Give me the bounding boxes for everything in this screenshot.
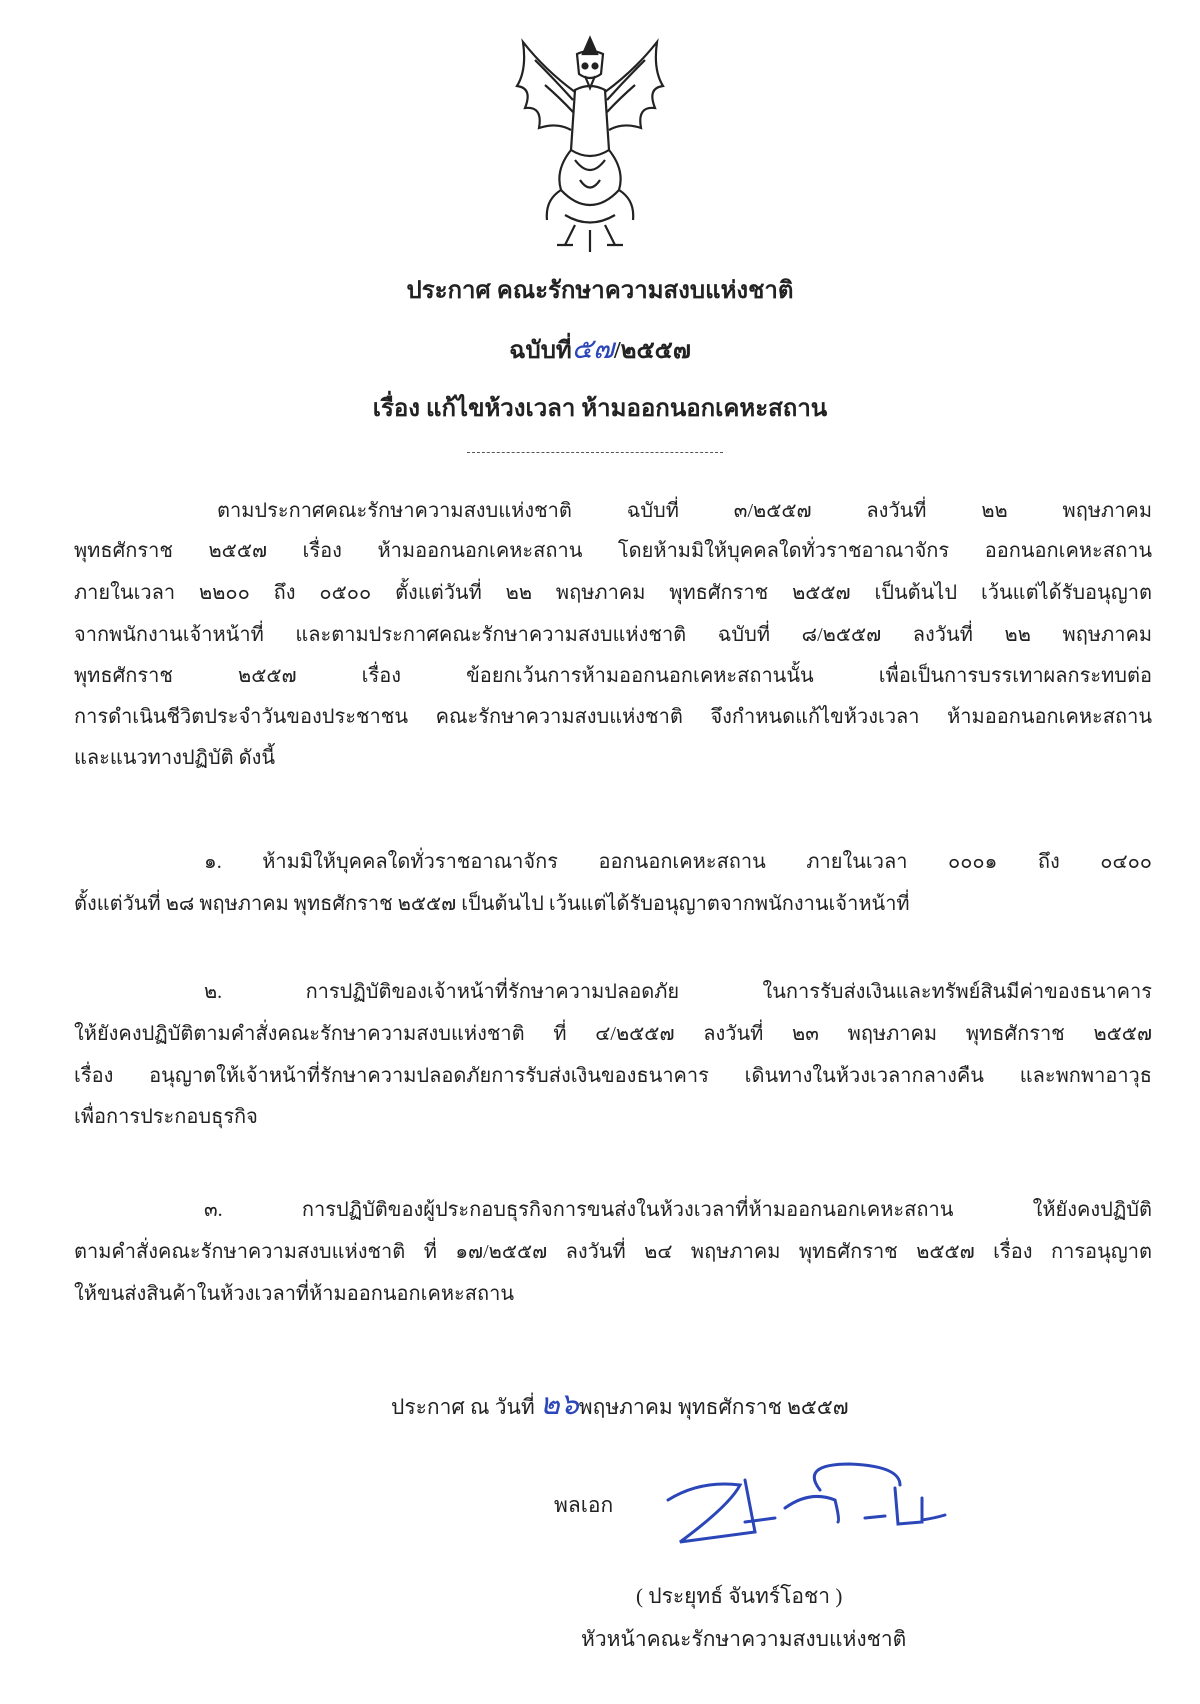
text-line: ให้ยังคงปฏิบัติตามคำสั่งคณะรักษาความสงบแห่งชาติ ที่ ๔/๒๕๕๗ ลงวันที่ ๒๓ พฤษภาคม พุทธศักราช ๒๕๕๗ [74, 1023, 1152, 1045]
text-line: การดำเนินชีวิตประจำวันของประชาชน คณะรักษาความสงบแห่งชาติ จึงกำหนดแก้ไขห้วงเวลา ห้ามออกนอกเคหะสถาน [74, 706, 1152, 728]
signer-rank: พลเอก [554, 1493, 614, 1517]
announcement-title: ประกาศ คณะรักษาความสงบแห่งชาติ [406, 278, 794, 304]
signature [660, 1460, 1000, 1550]
announcement-subject: เรื่อง แก้ไขห้วงเวลา ห้ามออกนอกเคหะสถาน [372, 396, 828, 422]
text-line: ๑. ห้ามมิให้บุคคลใดทั่วราชอาณาจักร ออกนอกเคหะสถาน ภายในเวลา ๐๐๐๑ ถึง ๐๔๐๐ [204, 851, 1152, 873]
text-line: ๓. การปฏิบัติของผู้ประกอบธุรกิจการขนส่งในห้วงเวลาที่ห้ามออกนอกเคหะสถาน ให้ยังคงปฏิบัติ [204, 1199, 1152, 1221]
date-suffix: พฤษภาคม พุทธศักราช ๒๕๕๗ [578, 1395, 849, 1419]
text-line: ๒. การปฏิบัติของเจ้าหน้าที่รักษาความปลอดภัย ในการรับส่งเงินและทรัพย์สินมีค่าของธนาคาร [204, 981, 1152, 1003]
signer-name: ( ประยุทธ์ จันทร์โอชา ) [636, 1584, 843, 1608]
text-line: ตามคำสั่งคณะรักษาความสงบแห่งชาติ ที่ ๑๗/๒๕๕๗ ลงวันที่ ๒๔ พฤษภาคม พุทธศักราช ๒๕๕๗ เรื่อง การอนุญาต [74, 1241, 1152, 1263]
signer-position: หัวหน้าคณะรักษาความสงบแห่งชาติ [581, 1627, 907, 1651]
date-prefix: ประกาศ ณ วันที่ [391, 1395, 535, 1419]
text-line: พุทธศักราช ๒๕๕๗ เรื่อง ข้อยกเว้นการห้ามออกนอกเคหะสถานนั้น เพื่อเป็นการบรรเทาผลกระทบต่อ [74, 665, 1152, 687]
text-line: เรื่อง อนุญาตให้เจ้าหน้าที่รักษาความปลอดภัยการรับส่งเงินของธนาคาร เดินทางในห้วงเวลากลางคืน และพกพาอาวุธ [74, 1065, 1152, 1087]
text-line: และแนวทางปฏิบัติ ดังนี้ [74, 747, 276, 769]
handwritten-number: ๕๗ [571, 334, 614, 365]
garuda-emblem [505, 30, 675, 260]
text-line: ตั้งแต่วันที่ ๒๘ พฤษภาคม พุทธศักราช ๒๕๕๗ เป็นต้นไป เว้นแต่ได้รับอนุญาตจากพนักงานเจ้าหน้าที่ [74, 893, 910, 915]
number-prefix: ฉบับที่ [509, 338, 572, 364]
divider [467, 452, 723, 453]
text-line: ให้ขนส่งสินค้าในห้วงเวลาที่ห้ามออกนอกเคหะสถาน [74, 1283, 514, 1305]
announcement-date [391, 1388, 849, 1424]
text-line: ตามประกาศคณะรักษาความสงบแห่งชาติ ฉบับที่ ๓/๒๕๕๗ ลงวันที่ ๒๒ พฤษภาคม [217, 500, 1152, 522]
text-line: เพื่อการประกอบธุรกิจ [74, 1106, 258, 1128]
number-year: /๒๕๕๗ [614, 338, 691, 364]
text-line: ภายในเวลา ๒๒๐๐ ถึง ๐๕๐๐ ตั้งแต่วันที่ ๒๒ พฤษภาคม พุทธศักราช ๒๕๕๗ เป็นต้นไป เว้นแต่ได้รับอนุญาต [74, 582, 1152, 604]
handwritten-day: ๒๖ [539, 1388, 579, 1421]
announcement-number [0, 332, 1200, 369]
text-line: จากพนักงานเจ้าหน้าที่ และตามประกาศคณะรักษาความสงบแห่งชาติ ฉบับที่ ๘/๒๕๕๗ ลงวันที่ ๒๒ พฤษภาคม [74, 624, 1152, 646]
text-line: พุทธศักราช ๒๕๕๗ เรื่อง ห้ามออกนอกเคหะสถาน โดยห้ามมิให้บุคคลใดทั่วราชอาณาจักร ออกนอกเคหะสถาน [74, 540, 1152, 562]
